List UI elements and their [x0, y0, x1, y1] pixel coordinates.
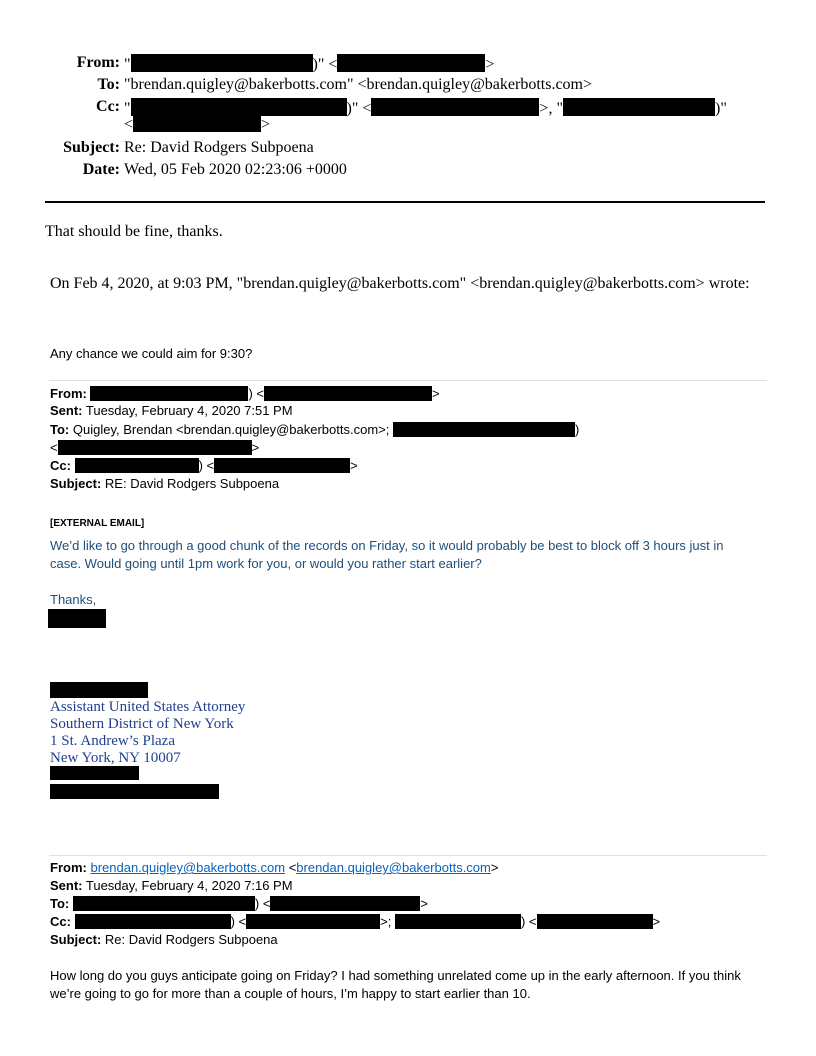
msg3-body-line-1: How long do you guys anticipate going on Friday? I had something unrelated come up in the early afternoon. If you think — [50, 968, 741, 983]
header-cc-sep2: >, " — [539, 100, 563, 117]
redaction — [563, 98, 715, 116]
msg2-sent-row — [50, 402, 293, 419]
msg3-from-label: From: — [50, 860, 87, 875]
msg2-body-line-2: case. Would going until 1pm work for you, or would you rather start earlier? — [50, 556, 482, 571]
msg3-cc-sep2: >; — [380, 914, 392, 929]
header-divider — [45, 201, 765, 203]
msg3-to-row — [50, 895, 428, 912]
msg2-to2-open: < — [50, 440, 58, 455]
msg2-to-row-2 — [50, 439, 259, 456]
msg2-cc-row — [50, 457, 358, 474]
msg2-cc-label: Cc: — [50, 458, 71, 473]
redaction — [50, 682, 148, 698]
header-subject-value: Re: David Rodgers Subpoena — [124, 139, 314, 156]
msg3-from-row — [50, 859, 498, 876]
msg2-to-end: ) — [574, 422, 580, 437]
msg3-from-email-link-2[interactable]: brendan.quigley@bakerbotts.com — [296, 860, 491, 875]
msg3-from-lt: < — [288, 860, 297, 875]
header-cc-label: Cc: — [96, 98, 120, 115]
redaction — [133, 116, 261, 132]
header-cc-end: )" — [714, 100, 727, 117]
header-subject-label: Subject: — [63, 139, 120, 156]
quote-mark: " — [124, 100, 131, 117]
redaction — [131, 54, 313, 72]
msg3-cc-sep: ) < — [230, 914, 247, 929]
redaction — [90, 386, 248, 401]
msg2-to-label: To: — [50, 422, 70, 437]
msg2-from-end: > — [432, 386, 440, 401]
header-to-label: To: — [97, 76, 120, 93]
header-cc2-open: < — [124, 116, 134, 133]
redaction — [214, 458, 350, 473]
aim-line: Any chance we could aim for 9:30? — [50, 346, 253, 361]
msg3-sent-row — [50, 877, 293, 894]
msg2-subject-value: RE: David Rodgers Subpoena — [104, 476, 280, 491]
header-cc-value — [124, 98, 727, 118]
header-from-close: > — [485, 56, 495, 73]
redaction — [73, 896, 255, 911]
redaction — [50, 766, 139, 780]
msg2-to2-close: > — [251, 440, 260, 455]
header-date-label: Date: — [82, 161, 120, 178]
msg2-from-row — [50, 385, 440, 402]
signature-office: Southern District of New York — [50, 716, 234, 732]
redaction — [131, 98, 347, 116]
msg3-to-end: > — [420, 896, 429, 911]
redaction — [395, 914, 521, 929]
quote-divider — [49, 380, 767, 381]
msg3-to-label: To: — [50, 896, 70, 911]
redaction — [50, 784, 219, 799]
msg3-cc-row — [50, 913, 660, 930]
msg2-sent-value: Tuesday, February 4, 2020 7:51 PM — [85, 403, 293, 418]
redaction — [270, 896, 420, 911]
signature-address: 1 St. Andrew’s Plaza — [50, 733, 175, 749]
msg2-from-label: From: — [50, 386, 87, 401]
signature-title: Assistant United States Attorney — [50, 699, 246, 715]
redaction — [264, 386, 432, 401]
redaction — [246, 914, 380, 929]
msg3-from-email-link[interactable]: brendan.quigley@bakerbotts.com — [90, 860, 286, 875]
redaction — [75, 914, 231, 929]
msg2-to-row — [50, 421, 579, 438]
redaction — [58, 440, 252, 455]
msg3-sent-value: Tuesday, February 4, 2020 7:16 PM — [85, 878, 293, 893]
msg3-cc-end: > — [652, 914, 661, 929]
msg2-thanks: Thanks, — [50, 592, 97, 607]
redaction — [393, 422, 575, 437]
redaction — [371, 98, 539, 116]
msg2-cc-end: > — [350, 458, 358, 473]
quote-divider-2 — [49, 855, 767, 856]
msg2-subject-row — [50, 475, 279, 492]
header-to-value: "brendan.quigley@bakerbotts.com" <brendan.quigley@bakerbotts.com> — [124, 76, 593, 93]
header-date-value: Wed, 05 Feb 2020 02:23:06 +0000 — [124, 161, 347, 178]
msg2-sent-label: Sent: — [50, 403, 83, 418]
redaction — [537, 914, 653, 929]
msg3-subject-row — [50, 931, 278, 948]
signature-city: New York, NY 10007 — [50, 750, 181, 766]
msg3-subject-label: Subject: — [50, 932, 102, 947]
msg3-from-gt: > — [490, 860, 499, 875]
header-cc2-close: > — [261, 116, 271, 133]
redaction — [48, 609, 106, 628]
reply-text: That should be fine, thanks. — [45, 223, 223, 240]
msg2-body-line-1: We’d like to go through a good chunk of the records on Friday, so it would probably be best to block off 3 hours just in — [50, 538, 724, 553]
msg3-sent-label: Sent: — [50, 878, 83, 893]
msg3-body-line-2: we’re going to go for more than a couple of hours, I’m happy to start earlier than 10. — [50, 986, 531, 1001]
redaction — [337, 54, 485, 72]
header-cc-value-2 — [124, 116, 270, 134]
header-cc-sep: )" < — [346, 100, 372, 117]
header-from-value — [124, 54, 494, 74]
redaction — [75, 458, 199, 473]
msg3-cc-sep3: ) < — [520, 914, 537, 929]
msg3-cc-label: Cc: — [50, 914, 71, 929]
msg3-subject-value: Re: David Rodgers Subpoena — [104, 932, 278, 947]
external-email-banner: [EXTERNAL EMAIL] — [50, 518, 145, 529]
msg3-to-sep: ) < — [254, 896, 271, 911]
quote-intro: On Feb 4, 2020, at 9:03 PM, "brendan.quigley@bakerbotts.com" <brendan.quigley@bakerbotts.com> wrote: — [50, 275, 750, 292]
header-from-sep: )" < — [312, 56, 338, 73]
msg2-from-sep: ) < — [248, 386, 265, 401]
quote-mark: " — [124, 56, 131, 73]
msg2-to-value: Quigley, Brendan <brendan.quigley@bakerbotts.com>; — [72, 422, 390, 437]
msg2-subject-label: Subject: — [50, 476, 102, 491]
msg2-cc-sep: ) < — [198, 458, 215, 473]
header-from-label: From: — [76, 54, 120, 71]
